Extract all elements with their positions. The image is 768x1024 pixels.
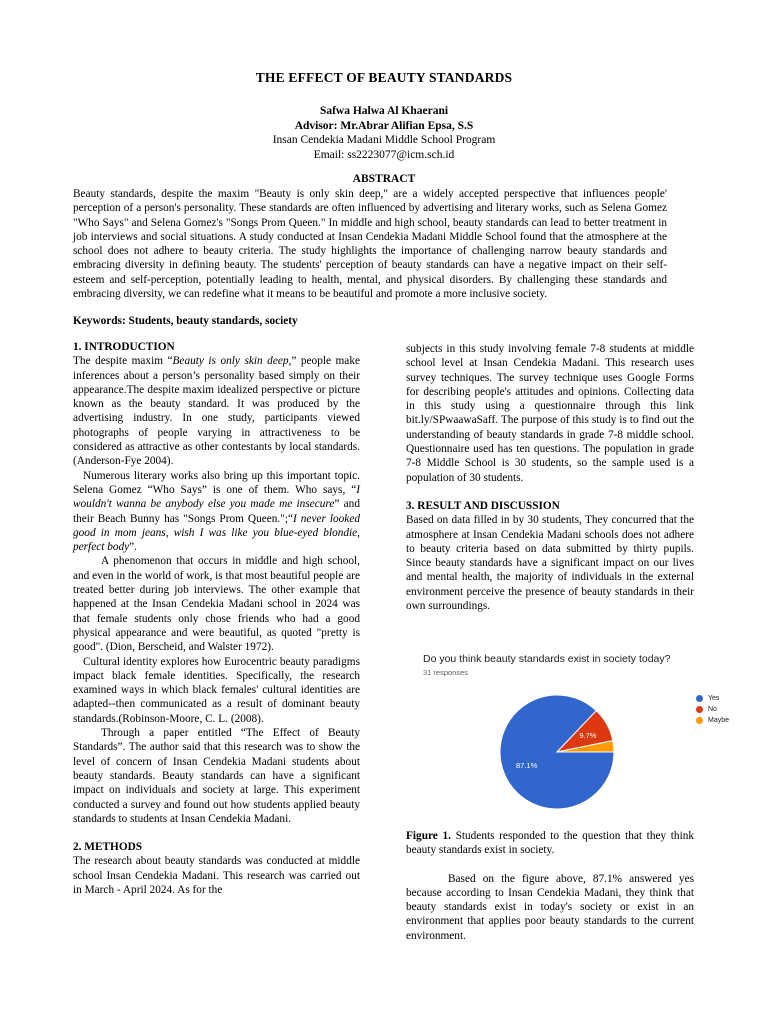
intro-paragraph-1 (73, 354, 360, 468)
pie-svg (406, 641, 728, 819)
results-paragraph-1: Based on data filled in by 30 students, They concurred that the atmosphere at Insan Cendekia Madani schools does not adhere to beauty criteria based on data submitted by thirty pupils. Since beauty standards have a significant impact on our lives and mental health, the majority of individuals in the external environment perceive the presence of beauty standards in their own surroundings. (406, 514, 694, 613)
intro-p2-text-c: ”. (129, 541, 137, 554)
right-column (406, 342, 694, 613)
author-block (0, 104, 768, 162)
author-name: Safwa Halwa Al Khaerani (319, 105, 449, 117)
abstract-text: Beauty standards, despite the maxim "Beauty is only skin deep," are a widely accepted perspective that influences people' perception of a person's personality. These standards are often influenced by advertising and literary works, such as Selena Gomez "Who Says" and Selena Gomez's "Songs Prom Queen." In middle and high school, beauty standards can lead to better treatment in job interviews and social situations. A study conducted at Insan Cendekia Madani Middle School found that the atmosphere at the school does not adhere to beauty criteria. The study highlights the importance of challenging narrow beauty standards and embracing diversity in defining beauty. The students' perception of beauty standards can have a negative impact on their self-esteem and self-perception, potentially leading to health, mental, and physical disorders. By challenging these standards and embracing diversity, we can redefine what it means to be beautiful and promote a more inclusive society. (73, 188, 667, 301)
intro-p2-quote-1: I wouldn't wanna be anybody else you made me insecure (73, 483, 360, 511)
right-column-lower (406, 829, 694, 943)
chart-legend (696, 693, 729, 726)
intro-p1-text-a: The despite maxim “ (73, 355, 173, 368)
paper-title: THE EFFECT OF BEAUTY STANDARDS (255, 70, 513, 85)
legend-item-yes (696, 693, 729, 704)
intro-p1-text-b: ” people make inferences about a person’s personality based simply on their appearance.The despite maxim idealized perspective or picture known as the beauty standard. It was produced by the advertising industry. In one study, participants viewed photographs of people varying in attractiveness to be considered as attractive as other contestants by local standards. (Anderson-Fye 2004). (73, 355, 360, 468)
legend-swatch-maybe (696, 717, 703, 724)
figure-caption (406, 829, 694, 858)
introduction-heading: 1. INTRODUCTION (73, 341, 175, 353)
figure-caption-text: Students responded to the question that they think beauty standards exist in society. (406, 830, 695, 857)
legend-swatch-yes (696, 695, 703, 702)
legend-label-maybe: Maybe (708, 717, 730, 724)
intro-paragraph-3: A phenomenon that occurs in middle and high school, and even in the world of work, is that most beautiful people are treated better during job interviews. The other example that happened at the Insan Cendekia Madani school in 2024 was that female students only chose friends who had a good physical appearance and were beautiful, as quoted "pretty is good". (Dion, Berscheid, and Walster 1972). (73, 555, 360, 654)
pie-label-yes: 87.1% (515, 761, 538, 771)
legend-item-maybe (696, 715, 729, 726)
figure-label: Figure 1. (406, 830, 451, 842)
survey-pie-chart (406, 641, 728, 819)
methods-paragraph-continued: subjects in this study involving female 7-8 students at middle school level at Insan Cendekia Madani. This research uses survey techniques. The survey technique uses Google Forms for describing people's attitudes and opinions. Collecting data in this study using a questionnaire through this link bit.ly/SPwaawaSaff. The purpose of this study is to find out the understanding of beauty standards in grade 7-8 middle school. Questionnaire used has ten questions. The population in grade 7-8 Middle School is 30 students, so the sample used is a population of 30 students. (406, 343, 694, 484)
abstract-heading: ABSTRACT (352, 173, 416, 185)
results-heading: 3. RESULT AND DISCUSSION (406, 499, 560, 512)
chart-subtitle: 31 responses (423, 668, 469, 677)
author-email: Email: ss2223077@icm.sch.id (313, 148, 455, 161)
intro-p2-quote-2: I never looked good in mom jeans, wish I was like you blue-eyed blondie, perfect body (73, 512, 360, 554)
left-column (73, 340, 360, 897)
legend-swatch-no (696, 706, 703, 713)
keywords: Keywords: Students, beauty standards, society (73, 315, 298, 327)
intro-p2-text-b: ” and their Beach Bunny has "Songs Prom Queen.";“ (73, 498, 360, 525)
results-paragraph-2: Based on the figure above, 87.1% answered yes because according to Insan Cendekia Madani, they think that beauty standards exist in today's society or exist in an environment that applies poor beauty standards to the current environment. (406, 872, 694, 942)
intro-p2-text-a: Numerous literary works also bring up this important topic. Selena Gomez “Who Says” is one of them. Who says, “ (73, 469, 360, 496)
intro-p1-quote: Beauty is only skin deep, (172, 355, 292, 368)
legend-label-no: No (708, 706, 717, 713)
advisor-name: Advisor: Mr.Abrar Alifian Epsa, S.S (294, 119, 474, 132)
intro-paragraph-4: Cultural identity explores how Eurocentric beauty paradigms impact black female identities. Specifically, the research examined ways in which black females' cultural identities are adapted--then communicated as a result of dominant beauty standards.(Robinson-Moore, C. L. (2008). (73, 655, 360, 725)
methods-heading: 2. METHODS (73, 841, 143, 854)
legend-item-no (696, 704, 729, 715)
intro-paragraph-2 (73, 469, 360, 555)
methods-paragraph-start: The research about beauty standards was conducted at middle school Insan Cendekia Madani. This research was carried out in March - April 2024. As for the (73, 855, 360, 896)
institution: Insan Cendekia Madani Middle School Program (272, 134, 496, 146)
chart-title: Do you think beauty standards exist in society today? (423, 653, 671, 665)
legend-label-yes: Yes (708, 695, 720, 702)
pie-label-no: 9.7% (579, 730, 597, 740)
intro-paragraph-5: Through a paper entitled “The Effect of Beauty Standards”. The author said that this research was to show the level of concern of Insan Cendekia Madani students about beauty standards. Beauty standards can have a significant impact on individuals and society at large. This experiment conducted a survey and found out how students applied beauty standards to students at Insan Cendekia Madani. (73, 727, 360, 825)
